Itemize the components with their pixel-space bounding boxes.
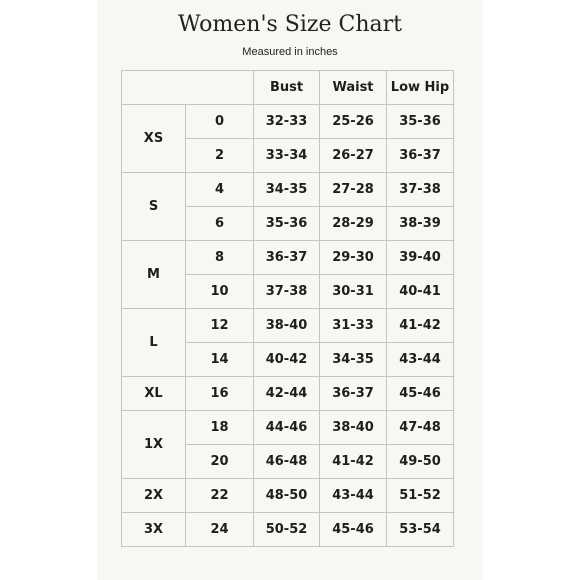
bust-cell: 50-52	[254, 513, 320, 547]
size-number-cell: 2	[186, 139, 254, 173]
low-hip-cell: 38-39	[387, 207, 454, 241]
table-row	[122, 173, 454, 207]
low-hip-cell: 37-38	[387, 173, 454, 207]
size-number-cell: 4	[186, 173, 254, 207]
size-letter-cell: S	[122, 173, 186, 241]
low-hip-cell: 53-54	[387, 513, 454, 547]
bust-cell: 34-35	[254, 173, 320, 207]
table-row	[122, 105, 454, 139]
waist-cell: 43-44	[320, 479, 387, 513]
size-number-cell: 8	[186, 241, 254, 275]
size-number-cell: 16	[186, 377, 254, 411]
table-row	[122, 513, 454, 547]
bust-cell: 33-34	[254, 139, 320, 173]
chart-title: Women's Size Chart	[178, 12, 402, 37]
low-hip-cell: 35-36	[387, 105, 454, 139]
size-letter-cell: L	[122, 309, 186, 377]
size-number-cell: 6	[186, 207, 254, 241]
size-letter-cell: 2X	[122, 479, 186, 513]
header-bust: Bust	[254, 71, 320, 105]
waist-cell: 30-31	[320, 275, 387, 309]
bust-cell: 37-38	[254, 275, 320, 309]
low-hip-cell: 51-52	[387, 479, 454, 513]
size-letter-cell: 1X	[122, 411, 186, 479]
size-table	[121, 70, 454, 547]
low-hip-cell: 43-44	[387, 343, 454, 377]
bust-cell: 32-33	[254, 105, 320, 139]
waist-cell: 41-42	[320, 445, 387, 479]
header-waist: Waist	[320, 71, 387, 105]
table-row	[122, 309, 454, 343]
bust-cell: 35-36	[254, 207, 320, 241]
size-letter-cell: M	[122, 241, 186, 309]
bust-cell: 46-48	[254, 445, 320, 479]
bust-cell: 48-50	[254, 479, 320, 513]
table-body	[122, 105, 454, 547]
low-hip-cell: 49-50	[387, 445, 454, 479]
header-empty-cell	[122, 71, 254, 105]
low-hip-cell: 47-48	[387, 411, 454, 445]
waist-cell: 34-35	[320, 343, 387, 377]
size-number-cell: 14	[186, 343, 254, 377]
waist-cell: 26-27	[320, 139, 387, 173]
low-hip-cell: 45-46	[387, 377, 454, 411]
bust-cell: 44-46	[254, 411, 320, 445]
waist-cell: 36-37	[320, 377, 387, 411]
chart-subtitle: Measured in inches	[242, 46, 338, 58]
waist-cell: 29-30	[320, 241, 387, 275]
table-row	[122, 241, 454, 275]
size-number-cell: 0	[186, 105, 254, 139]
size-number-cell: 10	[186, 275, 254, 309]
header-low-hip: Low Hip	[387, 71, 454, 105]
waist-cell: 38-40	[320, 411, 387, 445]
size-chart-card	[97, 0, 483, 580]
size-letter-cell: 3X	[122, 513, 186, 547]
bust-cell: 42-44	[254, 377, 320, 411]
table-row	[122, 479, 454, 513]
size-number-cell: 24	[186, 513, 254, 547]
size-number-cell: 12	[186, 309, 254, 343]
low-hip-cell: 36-37	[387, 139, 454, 173]
waist-cell: 45-46	[320, 513, 387, 547]
size-letter-cell: XL	[122, 377, 186, 411]
bust-cell: 38-40	[254, 309, 320, 343]
size-number-cell: 18	[186, 411, 254, 445]
waist-cell: 31-33	[320, 309, 387, 343]
low-hip-cell: 39-40	[387, 241, 454, 275]
table-header-row	[122, 71, 454, 105]
size-number-cell: 20	[186, 445, 254, 479]
table-row	[122, 411, 454, 445]
bust-cell: 36-37	[254, 241, 320, 275]
low-hip-cell: 41-42	[387, 309, 454, 343]
bust-cell: 40-42	[254, 343, 320, 377]
waist-cell: 28-29	[320, 207, 387, 241]
size-letter-cell: XS	[122, 105, 186, 173]
size-number-cell: 22	[186, 479, 254, 513]
table-row	[122, 377, 454, 411]
waist-cell: 27-28	[320, 173, 387, 207]
waist-cell: 25-26	[320, 105, 387, 139]
low-hip-cell: 40-41	[387, 275, 454, 309]
